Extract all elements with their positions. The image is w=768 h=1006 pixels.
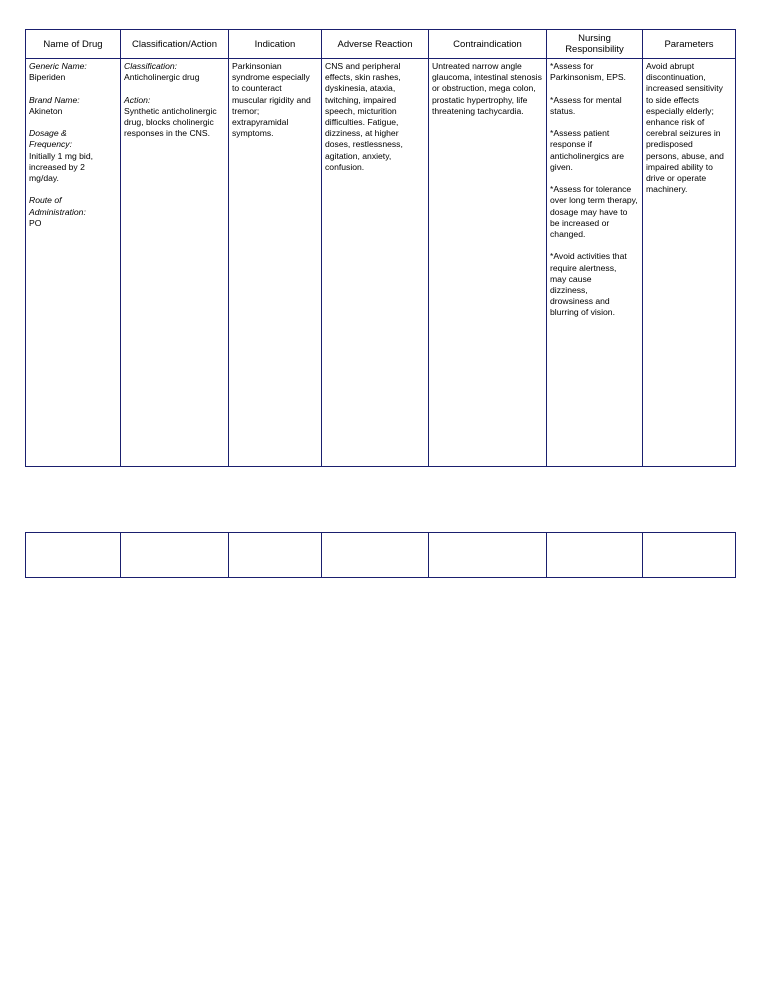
header-nursing-responsibility: Nursing Responsibility (547, 30, 643, 59)
header-adverse-reaction: Adverse Reaction (322, 30, 429, 59)
header-name-of-drug: Name of Drug (26, 30, 121, 59)
blank-cell (121, 533, 229, 578)
nursing-item: *Assess for mental status. (550, 94, 622, 116)
dosage-label: Dosage & Frequency: (29, 128, 72, 150)
nursing-responsibility-cell (547, 59, 643, 467)
nursing-item: *Assess for tolerance over long term therapy, dosage may have to be increased or changed. (550, 184, 638, 239)
contraindication-cell (429, 59, 547, 467)
contraindication-text: Untreated narrow angle glaucoma, intestinal stenosis or obstruction, mega colon, prostatic hypertrophy, life threatening tachycardia. (432, 61, 542, 116)
header-classification-action: Classification/Action (121, 30, 229, 59)
adverse-reaction-cell (322, 59, 429, 467)
parameters-cell (643, 59, 736, 467)
blank-cell (429, 533, 547, 578)
brand-name-label: Brand Name: (29, 94, 80, 105)
generic-name-label: Generic Name: (29, 61, 87, 71)
action-label: Action: (124, 94, 151, 105)
nursing-item: *Avoid activities that require alertness, may cause dizziness, drowsiness and blurring of vision. (550, 251, 627, 318)
classification-value: Anticholinergic drug (124, 72, 200, 83)
nursing-item: *Assess for Parkinsonism, EPS. (550, 61, 626, 83)
header-indication: Indication (229, 30, 322, 59)
parameters-text: Avoid abrupt discontinuation, increased sensitivity to side effects especially elderly; enhance risk of cerebral seizures in predisposed persons, abuse, and impaired ability to drive or operate machinery. (646, 61, 724, 195)
blank-cell (322, 533, 429, 578)
indication-cell (229, 59, 322, 467)
blank-cell (643, 533, 736, 578)
indication-text: Parkinsonian syndrome especially to counteract muscular rigidity and tremor; extrapyramidal symptoms. (232, 61, 311, 139)
classification-action-cell (121, 59, 229, 467)
nursing-item: *Assess patient response if anticholinergics are given. (550, 128, 625, 172)
header-parameters: Parameters (643, 30, 736, 59)
name-of-drug-cell (26, 59, 121, 467)
dosage-value: Initially 1 mg bid, increased by 2 mg/day. (29, 150, 94, 183)
blank-cell (547, 533, 643, 578)
blank-row (26, 533, 736, 578)
blank-cell (229, 533, 322, 578)
route-label: Route of Administration: (29, 195, 86, 217)
blank-cell (26, 533, 121, 578)
classification-label: Classification: (124, 61, 178, 71)
brand-name-value: Akineton (29, 105, 63, 116)
drug-study-table (25, 29, 736, 467)
action-value: Synthetic anticholinergic drug, blocks cholinergic responses in the CNS. (124, 105, 217, 139)
header-contraindication: Contraindication (429, 30, 547, 59)
table-row (26, 59, 736, 467)
blank-table (25, 532, 736, 578)
header-row (26, 30, 736, 59)
route-value: PO (29, 217, 42, 228)
adverse-reaction-text: CNS and peripheral effects, skin rashes, dyskinesia, ataxia, twitching, impaired speech, micturition difficulties. Fatigue, dizziness, at higher doses, restlessness, agitation, anxiety, confusion. (325, 61, 403, 172)
generic-name-value: Biperiden (29, 72, 66, 83)
